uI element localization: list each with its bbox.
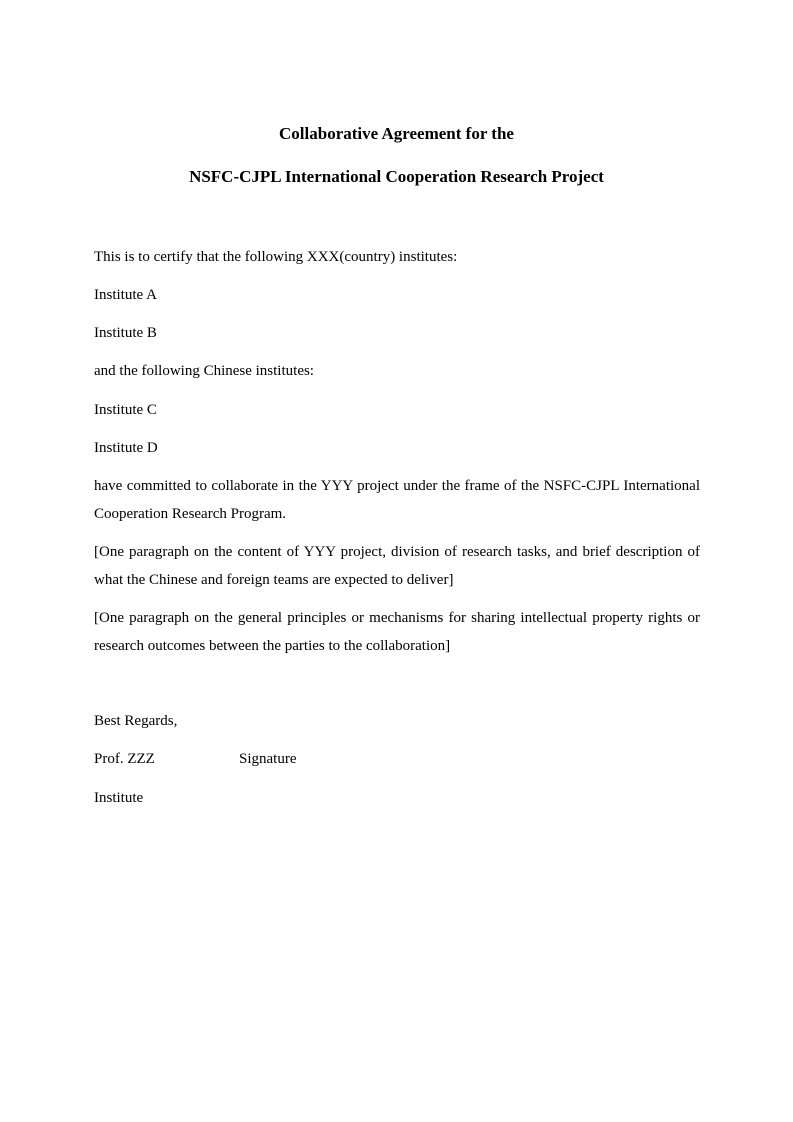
ip-paragraph: [One paragraph on the general principles or mechanisms for sharing intellectual property rights or research outcomes between the parties to the collaboration] [94, 610, 700, 654]
closing-text: Best Regards, [94, 713, 178, 729]
chinese-institute-c: Institute C [94, 402, 157, 418]
chinese-institute-d: Institute D [94, 440, 158, 456]
foreign-institute-b: Institute B [94, 325, 157, 341]
content-paragraph: [One paragraph on the content of YYY project, division of research tasks, and brief description of what the Chinese and foreign teams are expected to deliver] [94, 544, 700, 588]
chinese-intro-text: and the following Chinese institutes: [94, 363, 314, 379]
title-line-2: NSFC-CJPL International Cooperation Research Project [189, 167, 604, 186]
foreign-institute-a: Institute A [94, 287, 157, 303]
title-line-1: Collaborative Agreement for the [279, 124, 514, 143]
commitment-paragraph: have committed to collaborate in the YYY project under the frame of the NSFC-CJPL International Cooperation Research Program. [94, 478, 700, 522]
signer-line [94, 745, 700, 773]
signer-institute: Institute [94, 790, 144, 806]
signer-name: Prof. ZZZ [94, 751, 155, 767]
signature-label: Signature [239, 751, 297, 767]
intro-text: This is to certify that the following XXX(country) institutes: [94, 249, 458, 265]
